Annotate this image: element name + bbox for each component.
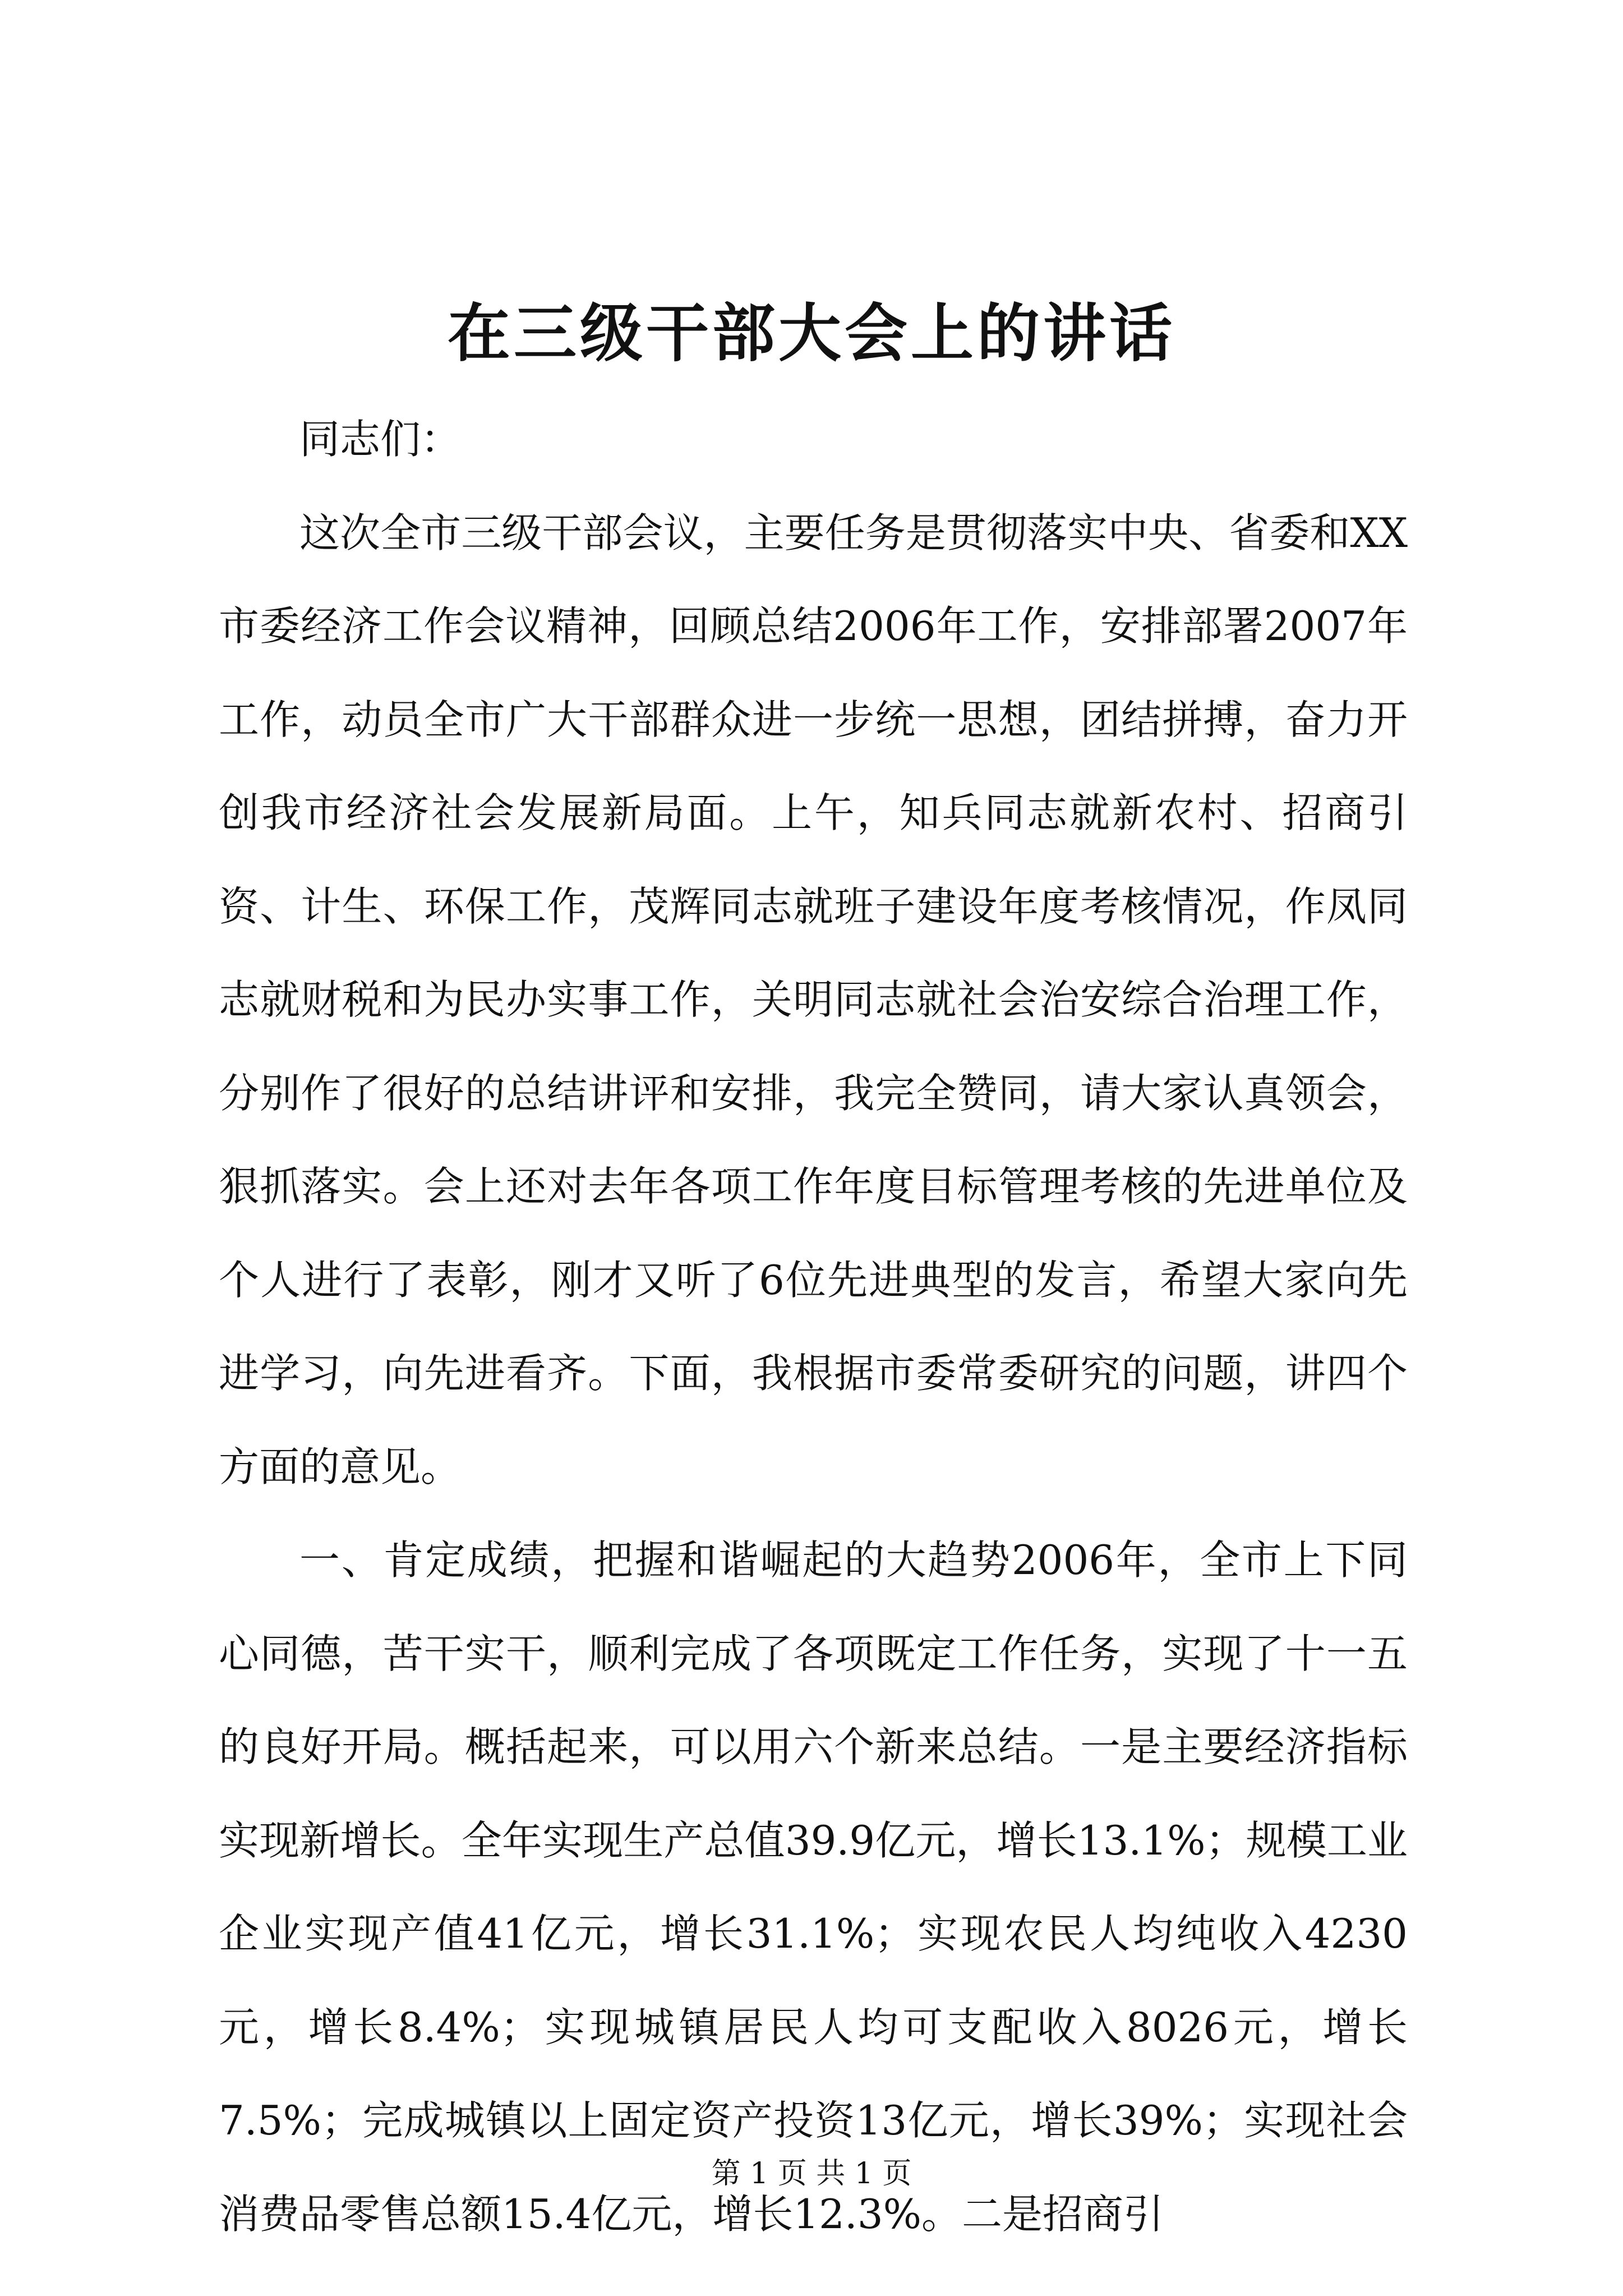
paragraph-1: 这次全市三级干部会议，主要任务是贯彻落实中央、省委和XX市委经济工作会议精神，回顾总结2006年工作，安排部署2007年工作，动员全市广大干部群众进一步统一思想，团结拼搏，奋力开创我市经济社会发展新局面。上午，知兵同志就新农村、招商引资、计生、环保工作，茂辉同志就班子建设年度考核情况，作凤同志就财税和为民办实事工作，关明同志就社会治安综合治理工作，分别作了很好的总结讲评和安排，我完全赞同，请大家认真领会，狠抓落实。会上还对去年各项工作年度目标管理考核的先进单位及个人进行了表彰，刚才又听了6位先进典型的发言，希望大家向先进学习，向先进看齐。下面，我根据市委常委研究的问题，讲四个方面的意见。 [219, 509, 1408, 1490]
salutation: 同志们： [299, 416, 462, 463]
document-title: 在三级干部大会上的讲话 [448, 297, 1175, 370]
page-footer: 第 1 页 共 1 页 [711, 2157, 912, 2191]
paragraph-2: 一、肯定成绩，把握和谐崛起的大趋势2006年，全市上下同心同德，苦干实干，顺利完成了各项既定工作任务，实现了十一五的良好开局。概括起来，可以用六个新来总结。一是主要经济指标实现新增长。全年实现生产总值39.9亿元，增长13.1%；规模工业企业实现产值41亿元，增长31.1%；实现农民人均纯收入4230元，增长8.4%；实现城镇居民人均可支配收入8026元，增长7.5%；完成城镇以上固定资产投资13亿元，增长39%；实现社会消费品零售总额15.4亿元，增长12.3%。二是招商引 [219, 1536, 1408, 2238]
document-body [219, 393, 1408, 2261]
